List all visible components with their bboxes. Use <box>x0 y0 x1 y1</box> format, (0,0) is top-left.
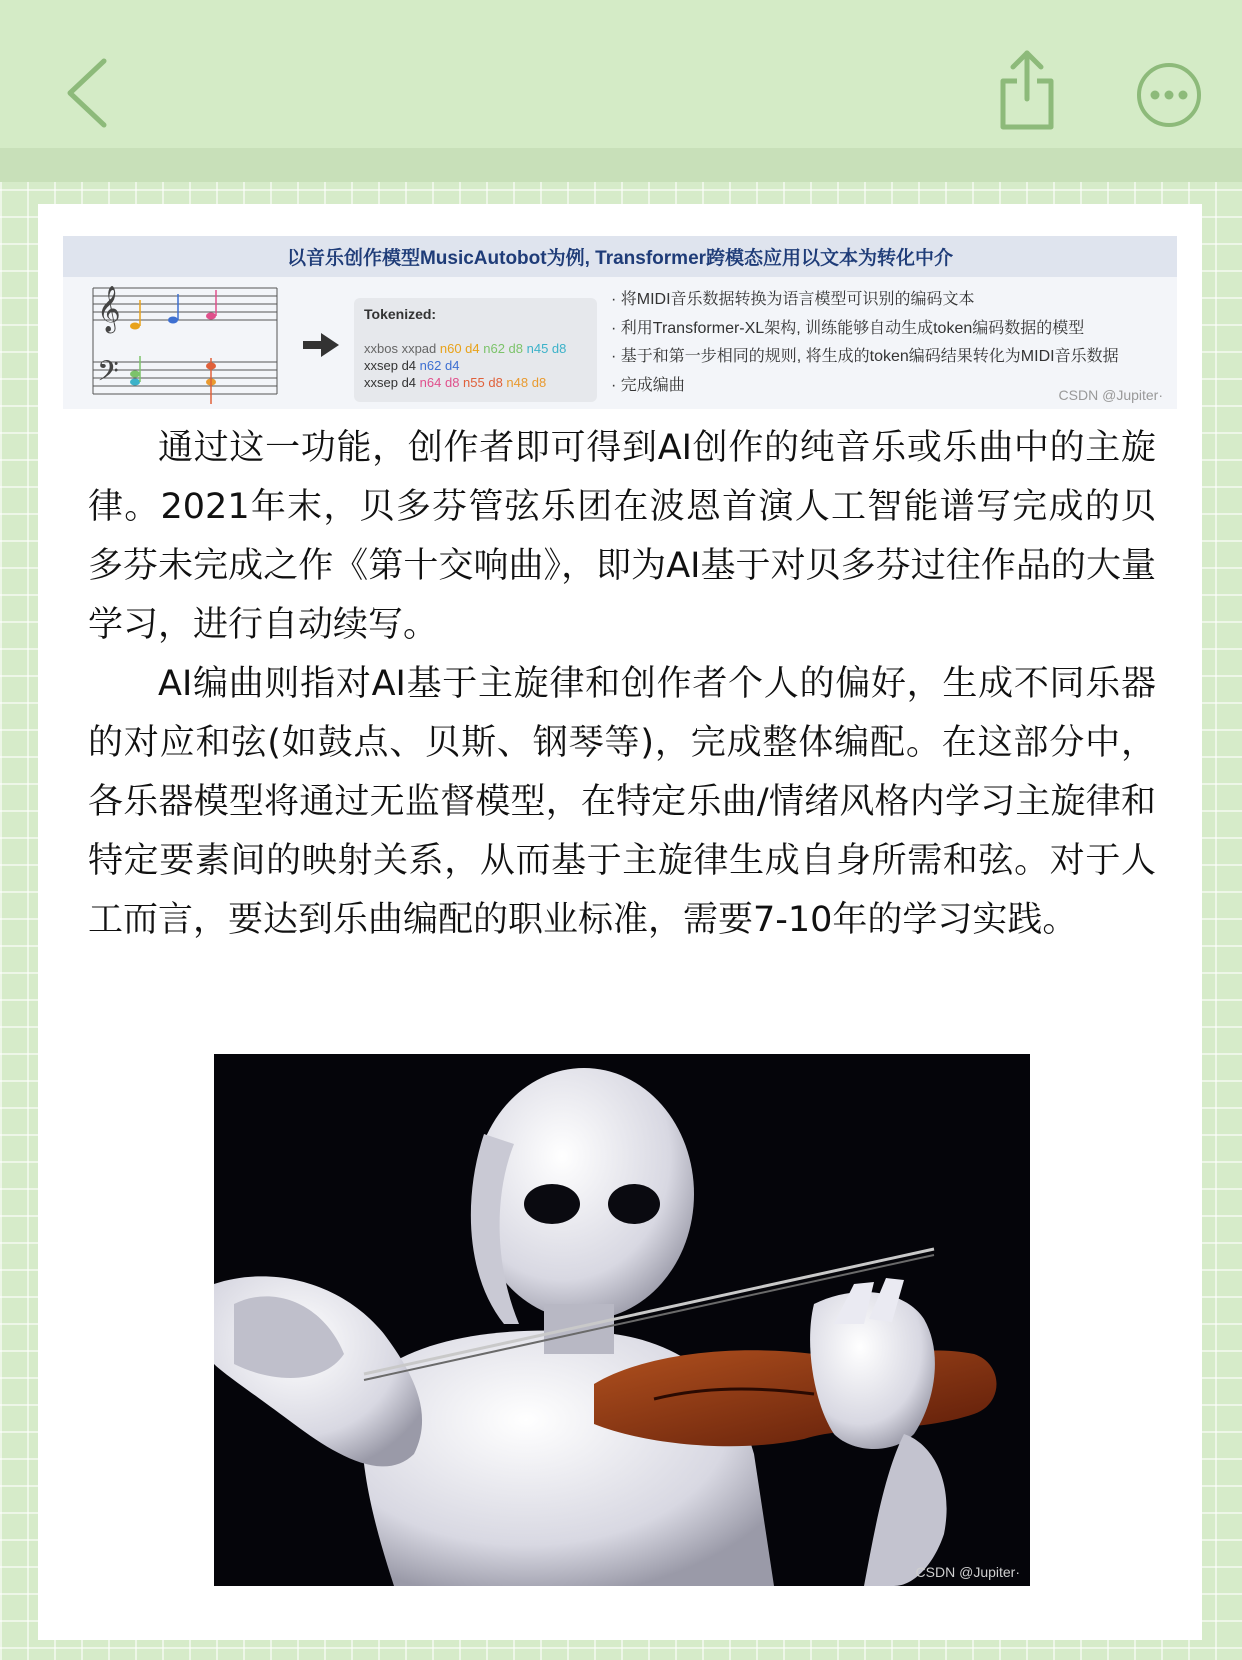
musicautobot-infographic <box>63 236 1177 409</box>
token-segment: n62 d4 <box>419 358 460 373</box>
robot-violinist-photo <box>214 1054 1030 1586</box>
token-segment: n45 d8 <box>526 341 567 356</box>
svg-text:𝄢: 𝄢 <box>97 355 119 395</box>
svg-text:𝄞: 𝄞 <box>97 286 121 332</box>
token-segment: xxsep d4 <box>364 358 420 373</box>
bullet-item: · 将MIDI音乐数据转换为语言模型可识别的编码文本 <box>611 291 975 308</box>
token-segment: xxbos xxpad <box>364 341 440 356</box>
bullet-item: · 完成编曲 <box>611 376 685 394</box>
token-segment: n55 d8 <box>463 375 507 390</box>
bullet-item: · 基于和第一步相同的规则, 将生成的token编码结果转化为MIDI音乐数据 <box>611 348 1119 365</box>
token-segment: n62 d8 <box>483 341 527 356</box>
more-button[interactable] <box>1134 60 1204 130</box>
token-segment: n60 d4 <box>439 341 484 356</box>
music-staff-icon <box>89 282 281 406</box>
bullet-item: · 利用Transformer-XL架构, 训练能够自动生成token编码数据的模型 <box>611 319 1085 337</box>
tokenized-title: Tokenized: <box>364 306 437 322</box>
top-nav-bar <box>0 0 1242 148</box>
back-button[interactable] <box>52 48 122 138</box>
arrow-right-icon <box>301 332 341 358</box>
chevron-left-icon <box>62 57 112 129</box>
token-line <box>364 374 587 391</box>
share-button[interactable] <box>992 44 1062 134</box>
header-divider <box>0 148 1242 182</box>
paragraph-1: 通过这一功能，创作者即可得到AI创作的纯音乐或乐曲中的主旋律。2021年末，贝多芬管弦乐团在波恩首演人工智能谱写完成的贝多芬未完成之作《第十交响曲》，即为AI基于对贝多芬过往作品的大量学习，进行自动续写。 <box>88 428 1156 645</box>
token-segment: xxsep d4 <box>364 375 420 390</box>
token-segment: n48 d8 <box>506 375 547 390</box>
more-dots-icon <box>1135 61 1203 129</box>
token-line <box>364 357 587 374</box>
infographic-bullets <box>611 286 1177 400</box>
content-card <box>38 204 1202 1640</box>
tokenized-box <box>354 298 597 402</box>
article-body <box>88 419 1156 950</box>
token-lines <box>364 340 587 391</box>
photo-watermark: CSDN @Jupiter· <box>915 1564 1020 1580</box>
infographic-watermark: CSDN @Jupiter· <box>1058 387 1163 403</box>
paragraph-2: AI编曲则指对AI基于主旋律和创作者个人的偏好，生成不同乐器的对应和弦(如鼓点、贝斯、钢琴等)，完成整体编配。在这部分中，各乐器模型将通过无监督模型，在特定乐曲/情绪风格内学习主旋律和特定要素间的映射关系，从而基于主旋律生成自身所需和弦。对于人工而言，要达到乐曲编配的职业标准，需要7-10年的学习实践。 <box>88 664 1156 940</box>
token-segment: n64 d8 <box>419 375 464 390</box>
share-icon <box>997 47 1057 131</box>
infographic-title: 以音乐创作模型MusicAutobot为例, Transformer跨模态应用以文本为转化中介 <box>63 236 1177 277</box>
robot-violin-illustration <box>214 1054 1030 1586</box>
token-line <box>364 340 587 357</box>
